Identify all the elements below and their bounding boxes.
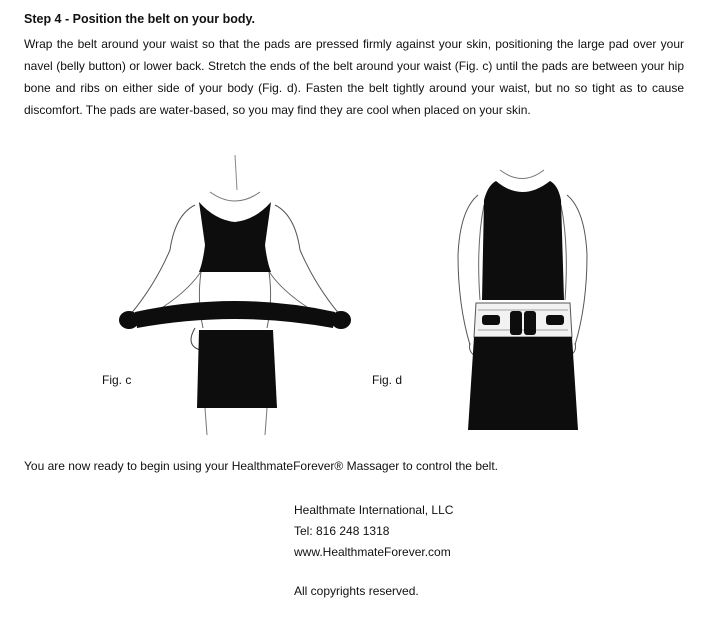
instructions-paragraph: Wrap the belt around your waist so that the pads are pressed firmly against your skin, positioning the large pad over your navel (belly button) or lower back. Stretch the ends of the belt around your waist (Fig. c) until the pads are between your hip bone and ribs on either side of your body (Fig. d). Fasten the belt tightly around your waist, but no so tight as to cause discomfort. The pads are water-based, so you may find they are cool when placed on your skin.: [24, 37, 684, 117]
figure-d-label: Fig. d: [372, 373, 403, 387]
figure-c-drawing: [115, 150, 355, 440]
figure-d-drawing: [440, 165, 605, 435]
figure-c-illustration: [115, 150, 355, 440]
phone-number: Tel: 816 248 1318: [294, 524, 390, 538]
company-name: Healthmate International, LLC: [294, 503, 454, 517]
contact-block: [294, 500, 453, 563]
copyright-notice: All copyrights reserved.: [294, 584, 419, 598]
ready-text: You are now ready to begin using your HealthmateForever® Massager to control the belt.: [24, 459, 498, 473]
website-link: www.HealthmateForever.com: [294, 545, 451, 559]
figure-d-illustration: [440, 165, 605, 435]
step-title: Step 4 - Position the belt on your body.: [24, 12, 256, 26]
figure-c-label: Fig. c: [102, 373, 132, 387]
